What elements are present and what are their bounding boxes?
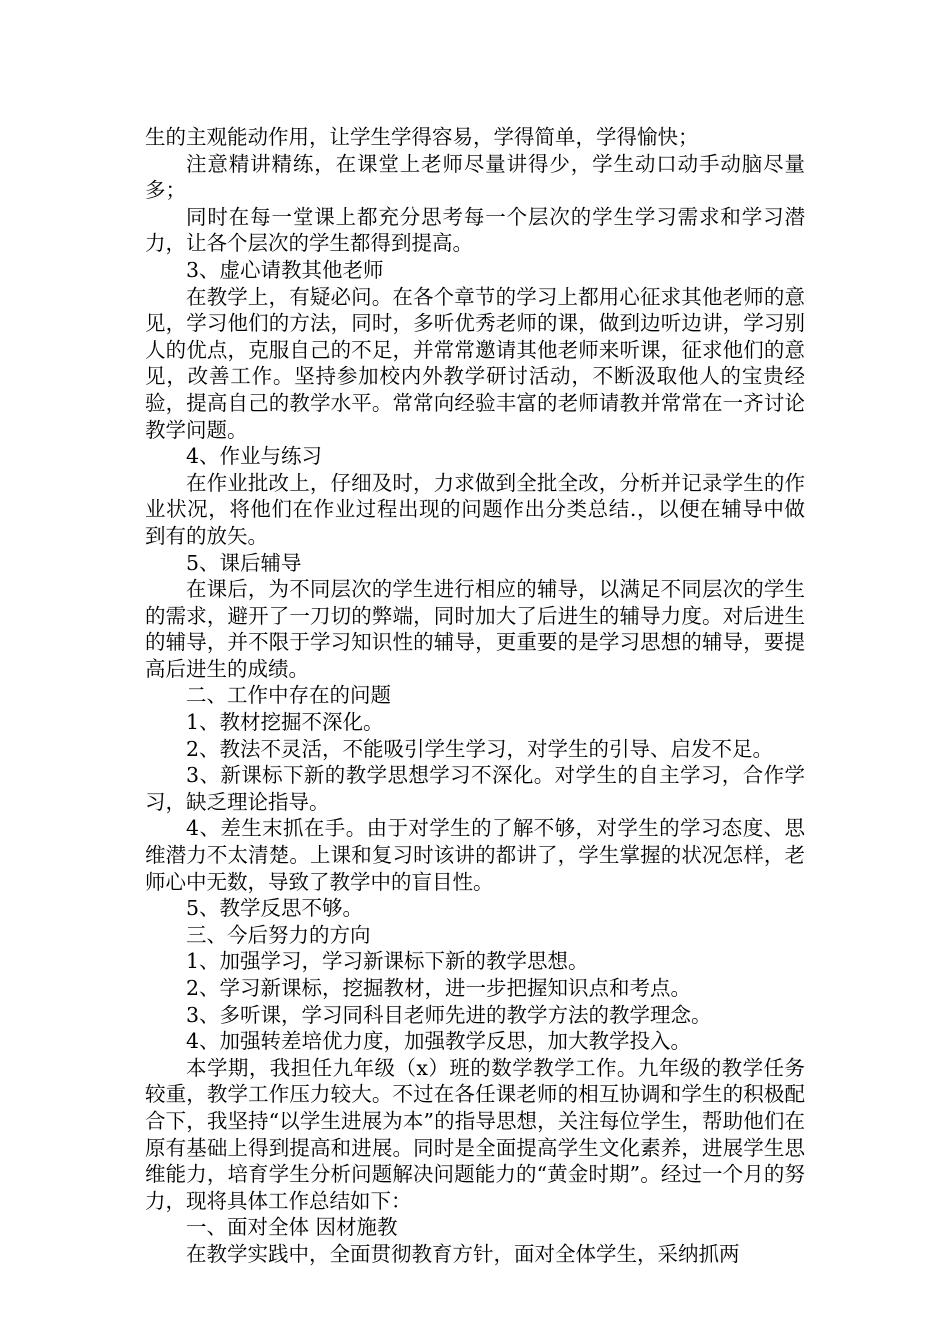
paragraph-5: 在作业批改上，仔细及时，力求做到全批全改，分析并记录学生的作业状况，将他们在作业过程出现的问题作出分类总结.，以便在辅导中做到有的放矢。 (145, 470, 805, 548)
paragraph-1: 生的主观能动作用，让学生学得容易，学得简单，学得愉快； (145, 125, 699, 149)
chapter-heading-2: 二、工作中存在的问题 (186, 683, 391, 708)
chapter-heading-3: 三、今后努力的方向 (186, 922, 371, 947)
chapter-heading-1: 一、面对全体 因材施教 (186, 1215, 398, 1240)
direction-item-2: 2、学习新课标，挖掘教材，进一步把握知识点和考点。 (186, 976, 692, 1000)
paragraph-2: 注意精讲精练，在课堂上老师尽量讲得少，学生动口动手动脑尽量多； (145, 151, 805, 203)
problem-item-5: 5、教学反思不够。 (186, 896, 364, 921)
paragraph-3: 同时在每一堂课上都充分思考每一个层次的学生学习需求和学习潜力，让各个层次的学生都得到提高。 (145, 204, 805, 256)
paragraph-6: 在课后，为不同层次的学生进行相应的辅导，以满足不同层次的学生的需求，避开了一刀切的弊端，同时加大了后进生的辅导力度。对后进生的辅导，并不限于学习知识性的辅导，更重要的是学习思想的辅导，要提高后进生的成绩。 (145, 577, 805, 681)
section-heading-3: 3、虚心请教其他老师 (186, 257, 384, 282)
document-body (145, 124, 805, 1268)
section-heading-4: 4、作业与练习 (186, 444, 323, 469)
direction-item-4: 4、加强转差培优力度，加强教学反思，加大教学投入。 (186, 1029, 692, 1054)
problem-item-3: 3、新课标下新的教学思想学习不深化。对学生的自主学习，合作学习，缺乏理论指导。 (145, 763, 805, 814)
direction-item-3: 3、多听课，学习同科目老师先进的教学方法的教学理念。 (186, 1002, 712, 1027)
paragraph-last: 在教学实践中，全面贯彻教育方针，面对全体学生，采纳抓两 (186, 1241, 740, 1266)
paragraph-4: 在教学上，有疑必问。在各个章节的学习上都用心征求其他老师的意见，学习他们的方法，同时，多听优秀老师的课，做到边听边讲，学习别人的优点，克服自己的不足，并常常邀请其他老师来听课，征求他们的意见，改善工作。坚持参加校内外教学研讨活动，不断汲取他人的宝贵经验，提高自己的教学水平。常常向经验丰富的老师请教并常常在一齐讨论教学问题。 (145, 284, 805, 442)
paragraph-intro: 本学期，我担任九年级（x）班的数学教学工作。九年级的教学任务较重，教学工作压力较大。不过在各任课老师的相互协调和学生的积极配合下，我坚持“以学生进展为本”的指导思想，关注每位学生，帮助他们在原有基础上得到提高和进展。同时是全面提高学生文化素养，进展学生思维能力，培育学生分析问题解决问题能力的“黄金时期”。经过一个月的努力，现将具体工作总结如下： (145, 1055, 805, 1213)
direction-item-1: 1、加强学习，学习新课标下新的教学思想。 (186, 949, 589, 974)
section-heading-5: 5、课后辅导 (186, 550, 302, 575)
problem-item-2: 2、教法不灵活，不能吸引学生学习，对学生的引导、启发不足。 (186, 736, 774, 761)
problem-item-4: 4、差生末抓在手。由于对学生的了解不够，对学生的学习态度、思维潜力不太清楚。上课和复习时该讲的都讲了，学生掌握的状况怎样，老师心中无数，导致了教学中的盲目性。 (145, 816, 805, 894)
problem-item-1: 1、教材挖掘不深化。 (186, 710, 384, 735)
